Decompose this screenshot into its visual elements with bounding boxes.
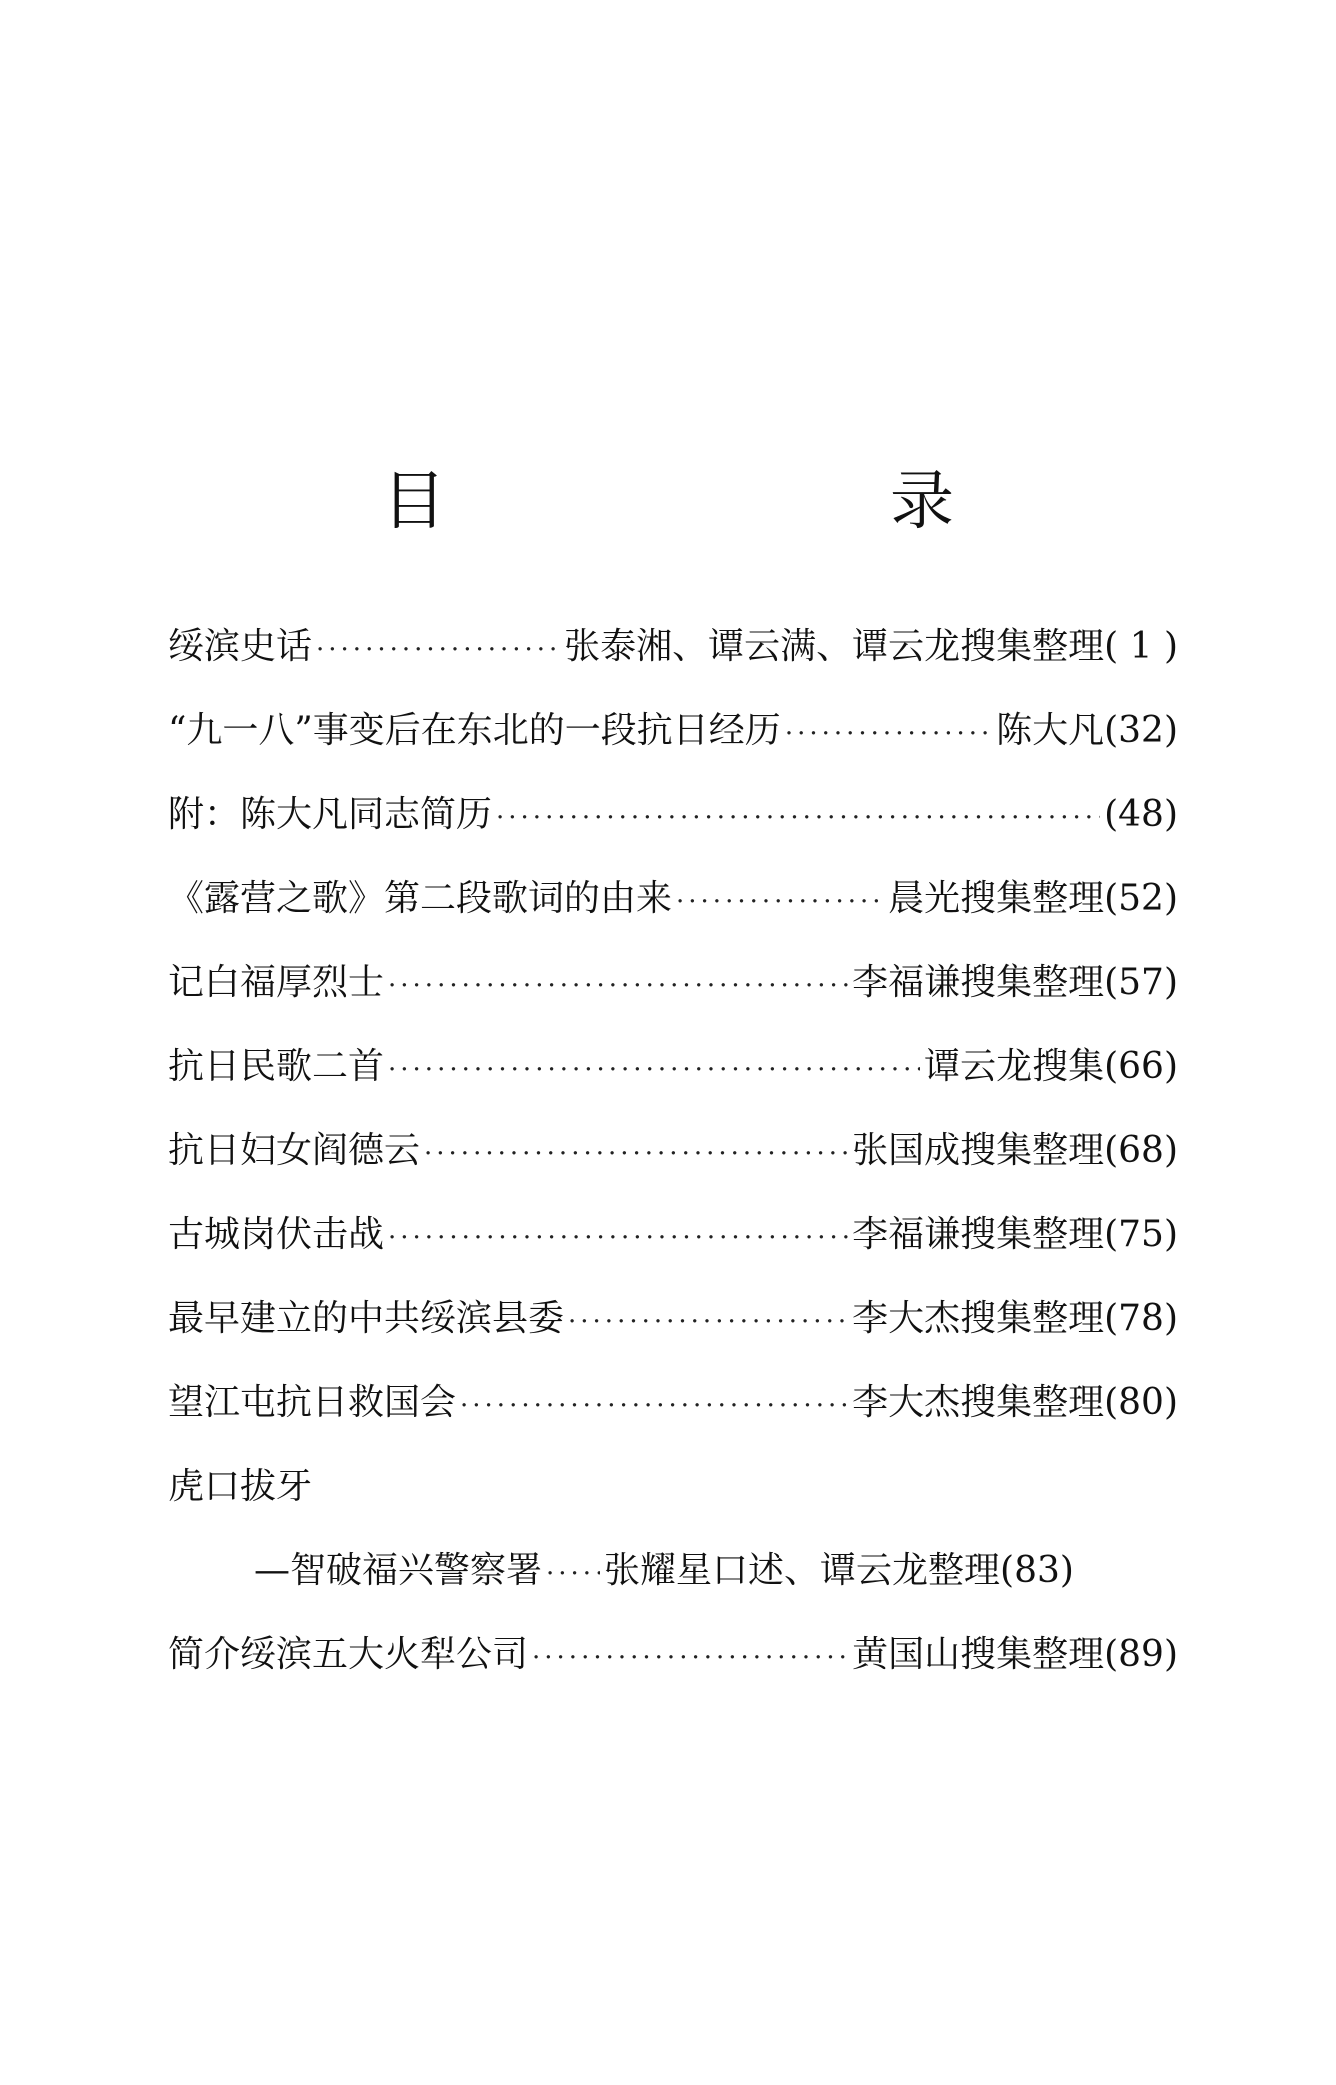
entry-title: 最早建立的中共绥滨县委 — [168, 1298, 565, 1339]
entry-page-number: (57) — [1104, 962, 1178, 1003]
entry-credit: 张泰湘、谭云满、谭云龙搜集整理 — [564, 626, 1105, 667]
leader-dots — [568, 1280, 848, 1364]
toc-entry[interactable] — [168, 1025, 1178, 1109]
entry-credit: 黄国山搜集整理 — [852, 1634, 1105, 1675]
entry-credit: 李福谦搜集整理 — [852, 1214, 1105, 1255]
toc-entry[interactable] — [168, 773, 1178, 857]
entry-title: 绥滨史话 — [168, 626, 313, 667]
toc-entry[interactable] — [168, 941, 1178, 1025]
entry-page-number: (52) — [1104, 878, 1178, 919]
entry-title: 简介绥滨五大火犁公司 — [168, 1634, 529, 1675]
entry-page-number: (80) — [1104, 1382, 1178, 1423]
toc-entry-heading[interactable]: 虎口拔牙 — [168, 1466, 313, 1507]
entry-title: 抗日民歌二首 — [168, 1046, 385, 1087]
toc-entry[interactable] — [168, 605, 1178, 689]
leader-dots — [546, 1532, 600, 1616]
leader-dots — [388, 944, 848, 1028]
entry-title: “九一八”事变后在东北的一段抗日经历 — [168, 710, 781, 751]
page-title: 目 录 — [382, 465, 1144, 539]
leader-dots — [496, 776, 1100, 860]
entry-title: 望江屯抗日救国会 — [168, 1382, 457, 1423]
leader-dots — [424, 1112, 848, 1196]
toc-entry[interactable] — [168, 1361, 1178, 1445]
entry-credit: 李大杰搜集整理 — [852, 1382, 1105, 1423]
entry-credit: 李福谦搜集整理 — [852, 962, 1105, 1003]
entry-title: 抗日妇女阎德云 — [168, 1130, 421, 1171]
entry-credit: 张耀星口述、谭云龙整理 — [604, 1550, 1001, 1591]
entry-title: 附：陈大凡同志简历 — [168, 794, 493, 835]
entry-page-number: (68) — [1104, 1130, 1178, 1171]
leader-dots — [316, 608, 560, 692]
entry-page-number: (75) — [1104, 1214, 1178, 1255]
toc-entry[interactable] — [168, 1109, 1178, 1193]
entry-credit: 张国成搜集整理 — [852, 1130, 1105, 1171]
toc-entry-subtitle-line[interactable] — [168, 1529, 1178, 1613]
entry-title: 古城岗伏击战 — [168, 1214, 385, 1255]
entry-page-number: (89) — [1104, 1634, 1178, 1675]
leader-dots — [388, 1196, 848, 1280]
entry-credit: 陈大凡 — [996, 710, 1105, 751]
entry-page-number: (78) — [1104, 1298, 1178, 1339]
leader-dots — [460, 1364, 848, 1448]
toc-entry[interactable] — [168, 1277, 1178, 1361]
leader-dots — [676, 860, 884, 944]
entry-page-number: ( 1 ) — [1104, 626, 1178, 667]
toc-entry[interactable] — [168, 857, 1178, 941]
table-of-contents — [168, 605, 1178, 1697]
leader-dots — [388, 1028, 920, 1112]
toc-entry[interactable] — [168, 1193, 1178, 1277]
entry-title: 记白福厚烈士 — [168, 962, 385, 1003]
entry-title: 《露营之歌》第二段歌词的由来 — [168, 878, 673, 919]
entry-credit: 李大杰搜集整理 — [852, 1298, 1105, 1339]
leader-dots — [532, 1616, 848, 1700]
leader-dots — [785, 692, 992, 776]
entry-subtitle: —智破福兴警察署 — [254, 1550, 543, 1591]
toc-entry[interactable] — [168, 1613, 1178, 1697]
entry-page-number: (48) — [1104, 794, 1178, 835]
entry-page-number: (66) — [1104, 1046, 1178, 1087]
entry-page-number: (32) — [1104, 710, 1178, 751]
entry-credit: 谭云龙搜集 — [924, 1046, 1105, 1087]
entry-credit: 晨光搜集整理 — [888, 878, 1105, 919]
toc-entry[interactable] — [168, 689, 1178, 773]
entry-page-number: (83) — [1000, 1550, 1074, 1591]
